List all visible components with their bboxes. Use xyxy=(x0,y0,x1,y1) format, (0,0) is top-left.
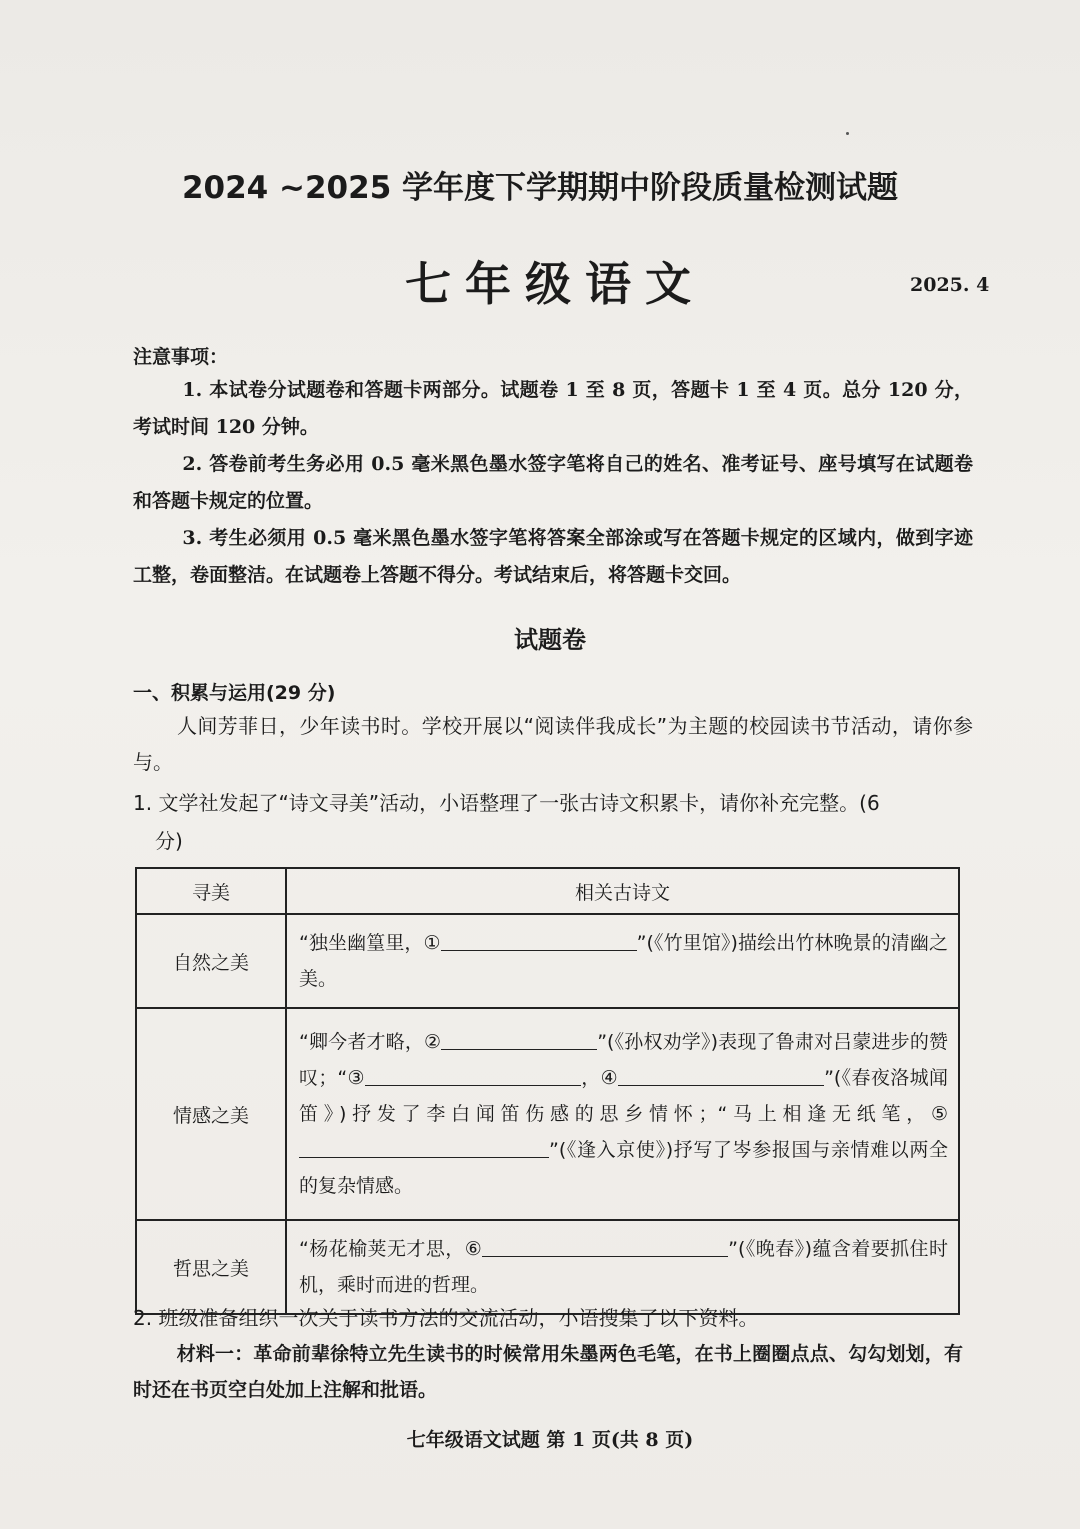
table-row xyxy=(136,1008,959,1220)
category-cell: 哲思之美 xyxy=(136,1220,286,1314)
notes-heading: 注意事项： xyxy=(133,346,229,368)
poem-text: ”(《逢入京使》)抒写了岑参报国与亲情难以两全的复杂情感。 xyxy=(299,1139,948,1197)
table-header-row xyxy=(136,868,959,914)
section-heading: 一、积累与运用(29 分) xyxy=(133,682,336,704)
poem-text: ”(《晚春》)蕴含着要抓住时机，乘时而进的哲理。 xyxy=(299,1238,948,1296)
table-header-poems: 相关古诗文 xyxy=(286,868,959,914)
table-row xyxy=(136,914,959,1008)
answer-blank-2[interactable] xyxy=(441,1027,597,1050)
answer-blank-6[interactable] xyxy=(482,1234,728,1257)
paper-heading: 试题卷 xyxy=(514,626,586,654)
table-header-category: 寻美 xyxy=(136,868,286,914)
question-1-line2: 分) xyxy=(155,829,183,853)
subject-title: 七年级语文 xyxy=(405,257,705,311)
material-1: 材料一：革命前辈徐特立先生读书的时候常用朱墨两色毛笔，在书上圈圈点点、勾勾划划，有时还在书页空白处加上注解和批语。 xyxy=(133,1343,963,1401)
paper-speck xyxy=(846,132,849,135)
category-cell: 自然之美 xyxy=(136,914,286,1008)
note-item: 1. 本试卷分试题卷和答题卡两部分。试题卷 1 至 8 页，答题卡 1 至 4 页。总分 120 分，考试时间 120 分钟。 xyxy=(133,379,973,438)
category-cell: 情感之美 xyxy=(136,1008,286,1220)
question-1-line1: 1. 文学社发起了“诗文寻美”活动，小语整理了一张古诗文积累卡，请你补充完整。(6 xyxy=(133,791,880,815)
poem-text: “卿今者才略，② xyxy=(299,1031,442,1053)
answer-blank-5[interactable] xyxy=(299,1135,549,1158)
poem-cell xyxy=(286,1008,959,1220)
poem-text: ，④ xyxy=(580,1067,619,1089)
question-2: 2. 班级准备组织一次关于读书方法的交流活动，小语搜集了以下资料。 xyxy=(133,1306,759,1330)
section-intro: 人间芳菲日，少年读书时。学校开展以“阅读伴我成长”为主题的校园读书节活动，请你参与。 xyxy=(133,714,973,774)
answer-blank-3[interactable] xyxy=(365,1063,581,1086)
poem-text: ”(《春夜洛城闻笛》)抒发了李白闻笛伤感的思乡情怀；“马上相逢无纸笔，⑤ xyxy=(299,1067,948,1125)
note-item: 3. 考生必须用 0.5 毫米黑色墨水签字笔将答案全部涂或写在答题卡规定的区域内，做到字迹工整，卷面整洁。在试题卷上答题不得分。考试结束后，将答题卡交回。 xyxy=(133,527,973,586)
poem-text: “独坐幽篁里，① xyxy=(299,932,441,954)
poem-text: ”(《孙权劝学》)表现了鲁肃对吕蒙进步的赞叹；“③ xyxy=(299,1031,948,1089)
exam-date: 2025. 4 xyxy=(910,274,990,296)
poem-table xyxy=(135,867,960,1315)
exam-title: 2024 ~2025 学年度下学期期中阶段质量检测试题 xyxy=(181,170,899,206)
poem-text: “杨花榆荚无才思，⑥ xyxy=(299,1238,483,1260)
answer-blank-1[interactable] xyxy=(441,928,637,951)
page-footer: 七年级语文试题 第 1 页(共 8 页) xyxy=(406,1429,694,1451)
note-item: 2. 答卷前考生务必用 0.5 毫米黑色墨水签字笔将自己的姓名、准考证号、座号填写在试题卷和答题卡规定的位置。 xyxy=(133,453,973,512)
poem-cell xyxy=(286,914,959,1008)
poem-text: ”(《竹里馆》)描绘出竹林晚景的清幽之美。 xyxy=(299,932,948,990)
notes-list xyxy=(133,372,973,594)
question-1 xyxy=(133,784,983,860)
answer-blank-4[interactable] xyxy=(618,1063,824,1086)
